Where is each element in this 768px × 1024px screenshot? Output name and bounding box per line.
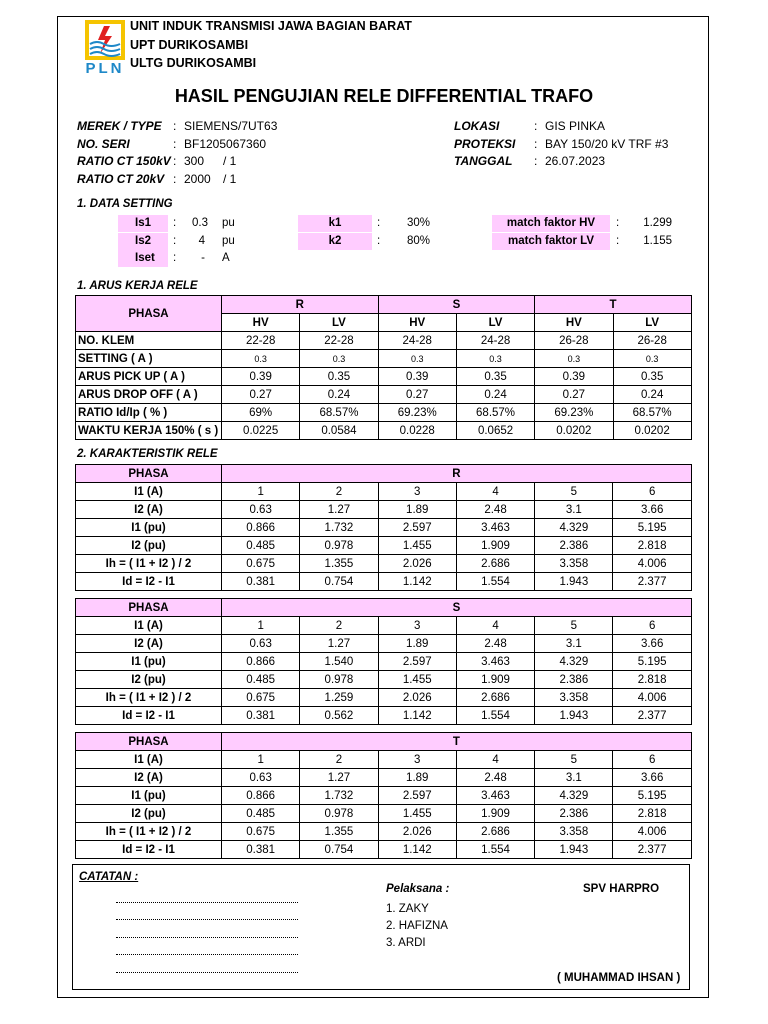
row-label: I2 (pu) [76,805,222,823]
value-cell: 2.686 [456,823,534,841]
value-cell: 5.195 [613,519,691,537]
value-cell: 3.463 [456,787,534,805]
value-cell: 1.943 [535,841,613,859]
row-label: I2 (pu) [76,671,222,689]
section-karakteristik: 2. KARAKTERISTIK RELE [77,448,218,460]
meta-label-proteksi: PROTEKSI [454,137,516,151]
value-cell: 0.0652 [456,422,534,440]
pln-logo [80,20,130,78]
phase-header: PHASA [76,465,222,483]
value-cell: 3.463 [456,519,534,537]
value-cell: 0.0202 [535,422,613,440]
row-label: WAKTU KERJA 150% ( s ) [76,422,222,440]
value-cell: 24-28 [378,332,456,350]
row-label: RATIO Id/Ip ( % ) [76,404,222,422]
phase-t-header: T [535,296,692,314]
table-row [76,501,692,519]
value-cell: 1.909 [456,671,534,689]
value-cell: 1.259 [300,689,378,707]
table-row [76,537,692,555]
table-row [76,733,692,751]
org-line-1: UNIT INDUK TRANSMISI JAWA BAGIAN BARAT [130,19,412,33]
value-cell: 3 [378,617,456,635]
value-cell: 0.3 [222,350,300,368]
row-label: I1 (A) [76,483,222,501]
catatan-label: CATATAN : [79,871,139,883]
value-cell: 4.329 [535,653,613,671]
value-cell: 2.686 [456,689,534,707]
table-row [76,483,692,501]
table-row [76,599,692,617]
value-cell: 3.1 [535,769,613,787]
meta-label-ct20: RATIO CT 20kV [77,172,165,186]
value-cell: 2.48 [456,635,534,653]
catatan-line [116,901,298,903]
row-label: I2 (A) [76,635,222,653]
value-cell: 3.358 [535,555,613,573]
pelaksana-label: Pelaksana : [386,883,450,895]
catatan-line [116,971,298,973]
value-cell: 0.24 [300,386,378,404]
side-header: HV [222,314,300,332]
value-cell: 1.943 [535,707,613,725]
value-cell: 1.909 [456,805,534,823]
row-label: I1 (pu) [76,653,222,671]
value-cell: 0.562 [300,707,378,725]
table-row [76,519,692,537]
org-line-3: ULTG DURIKOSAMBI [130,56,257,70]
value-cell: 0.3 [300,350,378,368]
pelaksana-3: 3. ARDI [386,937,426,949]
colon: : [377,217,381,229]
value-cell: 2.597 [378,653,456,671]
value-cell: 0.35 [613,368,691,386]
value-cell: 68.57% [456,404,534,422]
value-cell: 0.978 [300,671,378,689]
colon: : [173,217,177,229]
value-cell: 26-28 [613,332,691,350]
colon: : [173,172,177,186]
value-cell: 2.377 [613,841,691,859]
ds-iset-value: - [201,252,205,264]
table-row [76,707,692,725]
meta-label-tanggal: TANGGAL [454,154,513,168]
section-data-setting: 1. DATA SETTING [77,198,173,210]
value-cell: 1.455 [378,805,456,823]
value-cell: 6 [613,751,691,769]
ds-k1-value: 30% [406,217,430,229]
phase-value: S [222,599,692,617]
phase-r-header: R [222,296,379,314]
value-cell: 5 [535,617,613,635]
logo-text: PLN [85,60,125,77]
value-cell: 69% [222,404,300,422]
value-cell: 1.554 [456,841,534,859]
value-cell: 1.142 [378,841,456,859]
row-label: NO. KLEM [76,332,222,350]
row-label: Ih = ( I1 + I2 ) / 2 [76,555,222,573]
value-cell: 4 [456,751,534,769]
value-cell: 0.866 [222,787,300,805]
value-cell: 1.943 [535,573,613,591]
value-cell: 3 [378,483,456,501]
value-cell: 2.818 [613,671,691,689]
table-row [76,296,692,314]
value-cell: 3.358 [535,689,613,707]
value-cell: 4.329 [535,519,613,537]
value-cell: 0.485 [222,805,300,823]
value-cell: 1.455 [378,537,456,555]
value-cell: 5.195 [613,653,691,671]
pelaksana-2: 2. HAFIZNA [386,920,448,932]
row-label: I1 (pu) [76,519,222,537]
table-row [76,635,692,653]
table-row [76,386,692,404]
value-cell: 22-28 [222,332,300,350]
value-cell: 2 [300,483,378,501]
row-label: Id = I2 - I1 [76,573,222,591]
meta-label-lokasi: LOKASI [454,119,500,133]
value-cell: 3.66 [613,501,691,519]
value-cell: 0.485 [222,537,300,555]
ds-iset-label: Iset [135,252,155,264]
value-cell: 1.89 [378,501,456,519]
value-cell: 2.818 [613,805,691,823]
value-cell: 0.0225 [222,422,300,440]
ds-is2-label: Is2 [135,235,151,247]
row-label: I1 (A) [76,751,222,769]
value-cell: 2.026 [378,689,456,707]
meta-label-merek: MEREK / TYPE [77,119,162,133]
value-cell: 0.63 [222,501,300,519]
row-label: Id = I2 - I1 [76,841,222,859]
meta-value-ct20: 2000 [184,172,211,186]
meta-right [454,118,694,178]
value-cell: 26-28 [535,332,613,350]
colon: : [377,235,381,247]
value-cell: 0.63 [222,635,300,653]
side-header: LV [300,314,378,332]
value-cell: 0.39 [535,368,613,386]
side-header: HV [535,314,613,332]
value-cell: 68.57% [613,404,691,422]
table-row [76,404,692,422]
meta-value-merek: SIEMENS/7UT63 [184,119,278,133]
ds-match-hv-label: match faktor HV [506,217,596,229]
value-cell: 1.27 [300,501,378,519]
ds-k1-label: k1 [328,217,342,229]
table-row [76,573,692,591]
value-cell: 3.463 [456,653,534,671]
value-cell: 0.27 [222,386,300,404]
value-cell: 2.386 [535,805,613,823]
value-cell: 3.1 [535,501,613,519]
table-row [76,787,692,805]
value-cell: 2 [300,617,378,635]
value-cell: 0.381 [222,841,300,859]
value-cell: 3.358 [535,823,613,841]
row-label: I1 (A) [76,617,222,635]
value-cell: 1.355 [300,823,378,841]
value-cell: 1 [222,751,300,769]
value-cell: 1.142 [378,573,456,591]
value-cell: 5.195 [613,787,691,805]
row-label: Ih = ( I1 + I2 ) / 2 [76,823,222,841]
value-cell: 0.866 [222,519,300,537]
table-row [76,805,692,823]
phase-s-header: S [378,296,535,314]
value-cell: 0.3 [378,350,456,368]
value-cell: 1.554 [456,573,534,591]
value-cell: 0.0228 [378,422,456,440]
value-cell: 3.1 [535,635,613,653]
row-label: Ih = ( I1 + I2 ) / 2 [76,689,222,707]
value-cell: 22-28 [300,332,378,350]
value-cell: 24-28 [456,332,534,350]
meta-label-noseri: NO. SERI [77,137,130,151]
value-cell: 0.3 [535,350,613,368]
meta-den-ct20: / 1 [223,172,237,186]
value-cell: 0.675 [222,689,300,707]
table-row [76,671,692,689]
value-cell: 6 [613,483,691,501]
meta-value-tanggal: 26.07.2023 [545,154,606,168]
value-cell: 1.27 [300,635,378,653]
value-cell: 0.381 [222,573,300,591]
value-cell: 4.329 [535,787,613,805]
colon: : [173,235,177,247]
value-cell: 0.39 [222,368,300,386]
org-line-2: UPT DURIKOSAMBI [130,38,249,52]
value-cell: 3 [378,751,456,769]
phase-value: R [222,465,692,483]
row-label: I1 (pu) [76,787,222,805]
table-row [76,555,692,573]
karakteristik-table-s [75,598,692,725]
catatan-line [116,918,298,920]
value-cell: 2.026 [378,823,456,841]
side-header: LV [613,314,691,332]
meta-value-lokasi: GIS PINKA [545,119,606,133]
colon: : [534,137,538,151]
value-cell: 0.381 [222,707,300,725]
colon: : [173,137,177,151]
value-cell: 4 [456,483,534,501]
ds-is2-unit: pu [222,235,235,247]
value-cell: 1.142 [378,707,456,725]
value-cell: 1 [222,617,300,635]
meta-label-ct150: RATIO CT 150kV [77,154,171,168]
value-cell: 0.63 [222,769,300,787]
value-cell: 1.540 [300,653,378,671]
ds-iset-unit: A [222,252,230,264]
value-cell: 1.732 [300,519,378,537]
ds-match-lv-value: 1.155 [643,235,672,247]
value-cell: 2.377 [613,707,691,725]
value-cell: 2.597 [378,519,456,537]
meta-left [77,118,407,198]
value-cell: 1.732 [300,787,378,805]
colon: : [173,252,177,264]
value-cell: 0.754 [300,573,378,591]
colon: : [616,235,620,247]
value-cell: 1.909 [456,537,534,555]
value-cell: 2.386 [535,671,613,689]
table-row [76,689,692,707]
value-cell: 1.89 [378,769,456,787]
meta-value-proteksi: BAY 150/20 kV TRF #3 [545,137,669,151]
catatan-line [116,936,298,938]
table-row [76,653,692,671]
value-cell: 0.3 [613,350,691,368]
row-label: ARUS DROP OFF ( A ) [76,386,222,404]
ds-match-lv-label: match faktor LV [507,235,595,247]
value-cell: 0.35 [300,368,378,386]
phase-header: PHASA [76,599,222,617]
value-cell: 1.355 [300,555,378,573]
spv-name: ( MUHAMMAD IHSAN ) [557,972,681,984]
value-cell: 2.026 [378,555,456,573]
table-row [76,465,692,483]
table-row [76,617,692,635]
value-cell: 0.978 [300,805,378,823]
colon: : [534,119,538,133]
value-cell: 3.66 [613,769,691,787]
value-cell: 69.23% [378,404,456,422]
pelaksana-1: 1. ZAKY [386,903,429,915]
row-label: I2 (pu) [76,537,222,555]
value-cell: 1 [222,483,300,501]
table-row [76,332,692,350]
table-row [76,823,692,841]
ds-is1-unit: pu [222,217,235,229]
value-cell: 0.35 [456,368,534,386]
value-cell: 0.27 [378,386,456,404]
value-cell: 0.24 [613,386,691,404]
value-cell: 0.39 [378,368,456,386]
value-cell: 1.89 [378,635,456,653]
value-cell: 1.455 [378,671,456,689]
value-cell: 0.24 [456,386,534,404]
colon: : [173,119,177,133]
value-cell: 1.554 [456,707,534,725]
phase-header: PHASA [76,733,222,751]
meta-value-ct150: 300 [184,154,205,168]
value-cell: 2.686 [456,555,534,573]
value-cell: 2.48 [456,501,534,519]
value-cell: 5 [535,483,613,501]
ds-match-hv-value: 1.299 [643,217,672,229]
meta-den-ct150: / 1 [223,154,237,168]
table-row [76,769,692,787]
karakteristik-table-r [75,464,692,591]
arus-kerja-table [75,295,692,440]
value-cell: 6 [613,617,691,635]
row-label: I2 (A) [76,501,222,519]
table-row [76,422,692,440]
row-label: SETTING ( A ) [76,350,222,368]
value-cell: 0.978 [300,537,378,555]
meta-value-noseri: BF1205067360 [184,137,267,151]
value-cell: 2 [300,751,378,769]
value-cell: 4 [456,617,534,635]
table-row [76,350,692,368]
value-cell: 0.3 [456,350,534,368]
value-cell: 2.48 [456,769,534,787]
row-label: Id = I2 - I1 [76,707,222,725]
catatan-line [116,953,298,955]
value-cell: 2.818 [613,537,691,555]
spv-label: SPV HARPRO [583,883,660,895]
ds-k2-label: k2 [328,235,342,247]
row-label: I2 (A) [76,769,222,787]
value-cell: 68.57% [300,404,378,422]
ds-k2-value: 80% [406,235,430,247]
ds-is1-value: 0.3 [192,217,208,229]
value-cell: 3.66 [613,635,691,653]
karakteristik-table-t [75,732,692,859]
value-cell: 2.386 [535,537,613,555]
value-cell: 0.27 [535,386,613,404]
side-header: LV [456,314,534,332]
value-cell: 1.27 [300,769,378,787]
value-cell: 0.675 [222,823,300,841]
colon: : [173,154,177,168]
value-cell: 0.754 [300,841,378,859]
table-row [76,751,692,769]
value-cell: 2.377 [613,573,691,591]
side-header: HV [378,314,456,332]
value-cell: 2.597 [378,787,456,805]
value-cell: 0.866 [222,653,300,671]
value-cell: 0.675 [222,555,300,573]
ds-is2-value: 4 [198,235,205,247]
value-cell: 69.23% [535,404,613,422]
section-arus-kerja: 1. ARUS KERJA RELE [77,280,198,292]
phase-header: PHASA [76,296,222,332]
value-cell: 4.006 [613,689,691,707]
value-cell: 0.0584 [300,422,378,440]
value-cell: 0.0202 [613,422,691,440]
value-cell: 5 [535,751,613,769]
phase-value: T [222,733,692,751]
value-cell: 4.006 [613,555,691,573]
colon: : [616,217,620,229]
value-cell: 4.006 [613,823,691,841]
ds-is1-label: Is1 [135,217,151,229]
page-title: HASIL PENGUJIAN RELE DIFFERENTIAL TRAFO [174,86,594,106]
table-row [76,368,692,386]
row-label: ARUS PICK UP ( A ) [76,368,222,386]
value-cell: 0.485 [222,671,300,689]
colon: : [534,154,538,168]
table-row [76,841,692,859]
